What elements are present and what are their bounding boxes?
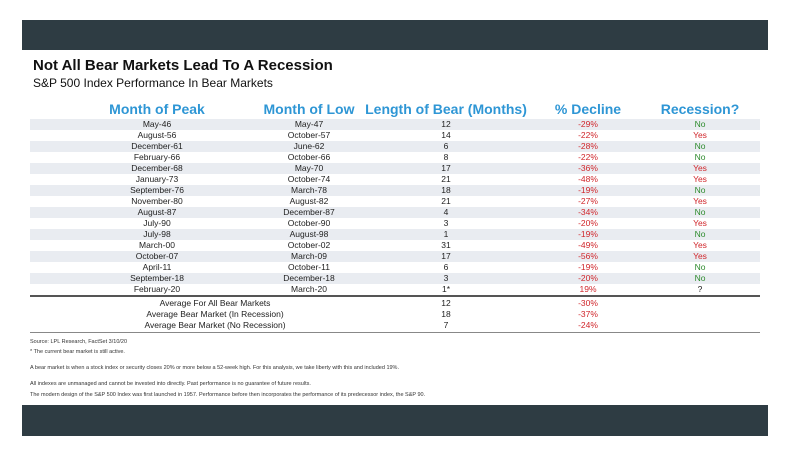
cell-length: 1 bbox=[443, 229, 449, 239]
table-row bbox=[30, 119, 760, 130]
cell-decline: -19% bbox=[578, 185, 598, 195]
cell-recession: Yes bbox=[693, 130, 707, 140]
cell-peak: October-07 bbox=[135, 251, 179, 261]
cell-peak: July-90 bbox=[143, 218, 171, 228]
cell-decline: -56% bbox=[578, 251, 598, 261]
table-row bbox=[30, 218, 760, 229]
cell-recession: Yes bbox=[693, 218, 707, 228]
cell-low: December-87 bbox=[283, 207, 335, 217]
table-row bbox=[30, 130, 760, 141]
chart-frame bbox=[22, 20, 768, 436]
cell-recession: No bbox=[694, 262, 706, 272]
cell-peak: November-80 bbox=[131, 196, 183, 206]
cell-low: March-09 bbox=[291, 251, 327, 261]
cell-low: March-78 bbox=[291, 185, 327, 195]
cell-low: October-57 bbox=[287, 130, 331, 140]
header-month-of-peak: Month of Peak bbox=[109, 101, 205, 117]
cell-decline: -29% bbox=[578, 119, 598, 129]
cell-length: 3 bbox=[443, 273, 449, 283]
modern-design-note: The modern design of the S&P 500 Index was first launched in 1957. Performance before then incorporates the performance of its predecessor index, the S&P 90. bbox=[30, 392, 426, 398]
cell-peak: January-73 bbox=[135, 174, 179, 184]
average-row bbox=[30, 309, 760, 320]
chart-title: Not All Bear Markets Lead To A Recession bbox=[33, 57, 333, 74]
cell-peak: September-76 bbox=[130, 185, 184, 195]
cell-decline: -49% bbox=[578, 240, 598, 250]
cell-recession: No bbox=[694, 141, 706, 151]
header-recession: Recession? bbox=[660, 101, 740, 117]
cell-length: 18 bbox=[441, 185, 451, 195]
cell-peak: February-20 bbox=[133, 284, 181, 294]
cell-recession: Yes bbox=[693, 251, 707, 261]
cell-peak: December-68 bbox=[131, 163, 183, 173]
cell-recession: ? bbox=[697, 284, 703, 294]
cell-recession: Yes bbox=[693, 196, 707, 206]
average-label: Average For All Bear Markets bbox=[159, 298, 271, 308]
cell-length: 31 bbox=[441, 240, 451, 250]
cell-low: December-18 bbox=[283, 273, 335, 283]
cell-length: 3 bbox=[443, 218, 449, 228]
cell-length: 8 bbox=[443, 152, 449, 162]
cell-low: August-82 bbox=[289, 196, 329, 206]
source-note: Source: LPL Research, FactSet 3/10/20 bbox=[30, 339, 128, 345]
table-bottom-rule bbox=[30, 332, 760, 333]
table-row bbox=[30, 141, 760, 152]
definition-note: A bear market is when a stock index or security closes 20% or more below a 52-week high. For this analysis, we take liberty with this and included 19%. bbox=[30, 365, 399, 371]
table-row bbox=[30, 251, 760, 262]
cell-low: October-11 bbox=[288, 262, 330, 272]
cell-recession: No bbox=[694, 229, 706, 239]
table-row bbox=[30, 163, 760, 174]
table-row bbox=[30, 174, 760, 185]
cell-peak: May-46 bbox=[142, 119, 172, 129]
cell-low: May-70 bbox=[294, 163, 324, 173]
cell-recession: No bbox=[694, 119, 706, 129]
cell-decline: -19% bbox=[578, 262, 598, 272]
cell-recession: Yes bbox=[693, 174, 707, 184]
cell-length: 6 bbox=[443, 141, 449, 151]
cell-peak: August-87 bbox=[137, 207, 177, 217]
cell-low: October-02 bbox=[287, 240, 331, 250]
average-decline: -24% bbox=[578, 320, 598, 330]
cell-length: 1* bbox=[441, 284, 451, 294]
asterisk-note: * The current bear market is still active. bbox=[30, 349, 125, 355]
cell-peak: August-56 bbox=[137, 130, 177, 140]
cell-recession: No bbox=[694, 185, 706, 195]
cell-length: 6 bbox=[443, 262, 449, 272]
cell-decline: -20% bbox=[578, 218, 598, 228]
table-row bbox=[30, 185, 760, 196]
cell-decline: 19% bbox=[579, 284, 597, 294]
cell-low: October-90 bbox=[287, 218, 331, 228]
average-label: Average Bear Market (No Recession) bbox=[144, 320, 286, 330]
cell-recession: No bbox=[694, 152, 706, 162]
cell-decline: -22% bbox=[578, 130, 598, 140]
cell-decline: -27% bbox=[578, 196, 598, 206]
table-row bbox=[30, 273, 760, 284]
cell-length: 4 bbox=[443, 207, 449, 217]
average-decline: -37% bbox=[578, 309, 598, 319]
disclaimer-note: All indexes are unmanaged and cannot be invested into directly. Past performance is no guarantee of future results. bbox=[30, 381, 311, 387]
cell-recession: Yes bbox=[693, 163, 707, 173]
cell-decline: -48% bbox=[578, 174, 598, 184]
table-row bbox=[30, 240, 760, 251]
cell-decline: -36% bbox=[578, 163, 598, 173]
table-row bbox=[30, 152, 760, 163]
average-decline: -30% bbox=[578, 298, 598, 308]
cell-recession: No bbox=[694, 273, 706, 283]
cell-low: May-47 bbox=[294, 119, 324, 129]
average-row bbox=[30, 298, 760, 309]
cell-recession: No bbox=[694, 207, 706, 217]
header-length-of-bear: Length of Bear (Months) bbox=[365, 101, 527, 117]
cell-decline: -20% bbox=[578, 273, 598, 283]
average-label: Average Bear Market (In Recession) bbox=[146, 309, 284, 319]
cell-decline: -28% bbox=[578, 141, 598, 151]
table-row bbox=[30, 262, 760, 273]
cell-low: October-74 bbox=[287, 174, 331, 184]
cell-peak: September-18 bbox=[130, 273, 184, 283]
cell-peak: December-61 bbox=[131, 141, 183, 151]
cell-decline: -19% bbox=[578, 229, 598, 239]
table-row bbox=[30, 207, 760, 218]
header-month-of-low: Month of Low bbox=[263, 101, 355, 117]
average-length: 7 bbox=[443, 320, 449, 330]
average-row bbox=[30, 320, 760, 331]
top-banner bbox=[22, 20, 768, 50]
cell-length: 21 bbox=[441, 196, 451, 206]
cell-low: August-98 bbox=[289, 229, 329, 239]
cell-low: October-66 bbox=[287, 152, 331, 162]
cell-length: 12 bbox=[441, 119, 451, 129]
cell-peak: April-11 bbox=[142, 262, 172, 272]
cell-peak: July-98 bbox=[143, 229, 171, 239]
cell-decline: -22% bbox=[578, 152, 598, 162]
cell-length: 17 bbox=[441, 251, 451, 261]
average-length: 12 bbox=[441, 298, 451, 308]
table-row bbox=[30, 284, 760, 295]
cell-low: March-20 bbox=[291, 284, 327, 294]
cell-peak: February-66 bbox=[133, 152, 181, 162]
cell-length: 21 bbox=[441, 174, 451, 184]
bottom-banner bbox=[22, 405, 768, 436]
cell-low: June-62 bbox=[293, 141, 325, 151]
cell-peak: March-00 bbox=[139, 240, 175, 250]
chart-subtitle: S&P 500 Index Performance In Bear Markets bbox=[33, 76, 273, 90]
table-divider bbox=[30, 295, 760, 297]
cell-decline: -34% bbox=[578, 207, 598, 217]
average-length: 18 bbox=[441, 309, 451, 319]
cell-recession: Yes bbox=[693, 240, 707, 250]
header-percent-decline: % Decline bbox=[554, 101, 622, 117]
cell-length: 17 bbox=[441, 163, 451, 173]
cell-length: 14 bbox=[441, 130, 451, 140]
table-row bbox=[30, 229, 760, 240]
table-row bbox=[30, 196, 760, 207]
